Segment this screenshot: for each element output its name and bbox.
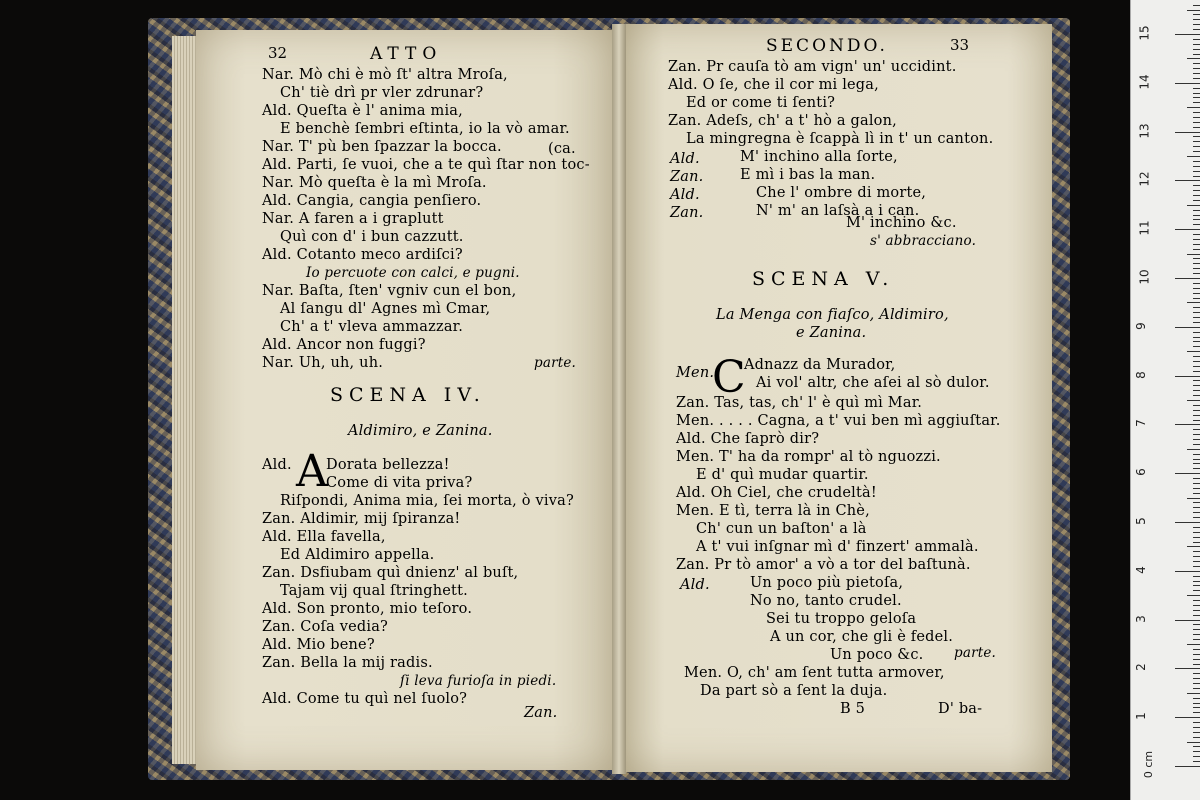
text-line: Zan. Adeſs, ch' a t' hò a galon, (668, 113, 897, 129)
ruler-tick (1193, 346, 1200, 347)
ruler-tick (1193, 537, 1200, 538)
ruler-number: 15 (1137, 25, 1152, 41)
stage-direction: ſi leva furioſa in piedi. (400, 673, 557, 689)
ruler-tick (1193, 395, 1200, 396)
text-line: La mingregna è ſcappà lì in t' un canton. (686, 131, 994, 147)
ruler-tick (1193, 161, 1200, 162)
text-line: Nar. T' pù ben ſpazzar la bocca. (262, 139, 502, 155)
ruler-tick (1193, 224, 1200, 225)
ruler-tick (1193, 244, 1200, 245)
ruler-tick (1193, 761, 1200, 762)
ruler-tick (1193, 493, 1200, 494)
ruler-number: 11 (1137, 220, 1152, 236)
drop-cap: C (712, 352, 746, 403)
ruler-number: 10 (1137, 269, 1152, 285)
ruler-tick (1193, 454, 1200, 455)
ruler-tick (1193, 664, 1200, 665)
ruler-tick (1193, 615, 1200, 616)
text-line: Ald. Ancor non fuggi? (262, 337, 426, 353)
drop-cap: A (296, 446, 328, 497)
ruler-tick (1193, 317, 1200, 318)
left-page-number: 32 (268, 44, 288, 62)
ruler-tick (1193, 703, 1200, 704)
text-line: A un cor, che gli è fedel. (770, 629, 954, 645)
text-line: N' m' an laſsà a i can. (756, 203, 920, 219)
text-line: E d' quì mudar quartir. (696, 467, 869, 483)
ruler-tick (1175, 766, 1200, 767)
ruler-tick (1193, 590, 1200, 591)
speaker-label: Ald. (680, 577, 710, 593)
text-line: A t' vui inſgnar mì d' finzert' ammalà. (696, 539, 979, 555)
ruler-tick (1193, 234, 1200, 235)
ruler-tick (1175, 34, 1200, 35)
ruler-tick (1193, 49, 1200, 50)
text-line: Ald. Ella favella, (262, 529, 386, 545)
ruler-tick (1193, 190, 1200, 191)
ruler-number: 7 (1133, 419, 1148, 428)
scene-characters: e Zanina. (796, 325, 867, 341)
text-line: Ch' tiè drì pr vler zdrunar? (280, 85, 484, 101)
ruler-tick (1193, 312, 1200, 313)
text-line: Zan. Bella la mij radis. (262, 655, 433, 671)
ruler-tick (1193, 176, 1200, 177)
ruler-tick (1193, 332, 1200, 333)
ruler-tick (1193, 122, 1200, 123)
ruler-tick (1193, 507, 1200, 508)
ruler-number: 2 (1133, 663, 1148, 672)
ruler-tick (1193, 654, 1200, 655)
ruler-tick (1193, 478, 1200, 479)
scene-title: SCENA IV. (330, 384, 486, 406)
text-line: Nar. Baſta, ſten' vgniv cun el bon, (262, 283, 517, 299)
ruler-tick (1175, 180, 1200, 181)
text-line: Men. E tì, terra là in Chè, (676, 503, 870, 519)
ruler-tick (1193, 459, 1200, 460)
ruler-number: 3 (1133, 614, 1148, 623)
ruler-tick (1175, 522, 1200, 523)
ruler-tick (1193, 273, 1200, 274)
text-line: M' inchino alla ſorte, (740, 149, 898, 165)
text-line: Ald. Parti, ſe vuoi, che a te quì ſtar non toc- (262, 157, 590, 173)
ruler-tick (1193, 14, 1200, 15)
right-running-head: SECONDO. (766, 36, 888, 56)
ruler-tick (1193, 420, 1200, 421)
ruler-tick (1193, 263, 1200, 264)
text-line: Ch' cun un baſton' a là (696, 521, 867, 537)
ruler-tick (1193, 463, 1200, 464)
ruler-tick (1187, 693, 1200, 694)
ruler-tick (1193, 678, 1200, 679)
ruler-tick (1187, 205, 1200, 206)
ruler-tick (1193, 88, 1200, 89)
stage-direction: s' abbracciano. (870, 233, 977, 249)
catchword: D' ba- (938, 701, 983, 717)
text-line: Come di vita priva? (326, 475, 473, 491)
text-line: Zan. Aldimir, mij ſpiranza! (262, 511, 461, 527)
text-line: Ald. Cangia, cangia penſiero. (262, 193, 482, 209)
ruler-tick (1175, 424, 1200, 425)
text-line: Dorata bellezza! (326, 457, 450, 473)
ruler-tick (1193, 93, 1200, 94)
speaker-label: Zan. (670, 205, 704, 221)
ruler-tick (1193, 585, 1200, 586)
ruler-number: 6 (1133, 468, 1148, 477)
ruler-tick (1193, 698, 1200, 699)
ruler-tick (1193, 429, 1200, 430)
ruler-tick (1193, 439, 1200, 440)
ruler-tick (1193, 102, 1200, 103)
text-line: Ald. Oh Ciel, che crudeltà! (676, 485, 877, 501)
ruler-tick (1187, 107, 1200, 108)
ruler-tick (1193, 371, 1200, 372)
ruler-tick (1193, 146, 1200, 147)
ruler-tick (1193, 561, 1200, 562)
ruler-tick (1187, 58, 1200, 59)
ruler-tick (1193, 361, 1200, 362)
ruler-tick (1193, 610, 1200, 611)
ruler-tick (1193, 63, 1200, 64)
ruler-tick (1193, 127, 1200, 128)
ruler-tick (1193, 673, 1200, 674)
ruler-tick (1175, 132, 1200, 133)
ruler-tick (1193, 73, 1200, 74)
catchword: Zan. (524, 705, 558, 721)
text-line: Ald. Mio bene? (262, 637, 375, 653)
ruler-tick (1193, 488, 1200, 489)
ruler-tick (1193, 68, 1200, 69)
ruler-tick (1193, 707, 1200, 708)
ruler-tick (1193, 54, 1200, 55)
ruler-tick (1193, 732, 1200, 733)
ruler-tick (1175, 473, 1200, 474)
ruler-tick (1193, 5, 1200, 6)
ruler-tick (1193, 566, 1200, 567)
speaker-label: Ald. (670, 151, 700, 167)
ruler-tick (1193, 649, 1200, 650)
ruler-tick (1193, 659, 1200, 660)
ruler-tick (1193, 410, 1200, 411)
ruler-tick (1193, 19, 1200, 20)
ruler-tick (1193, 112, 1200, 113)
ruler-tick (1193, 141, 1200, 142)
ruler-tick (1193, 629, 1200, 630)
text-line: Ed Aldimiro appella. (280, 547, 435, 563)
ruler-number: 9 (1133, 321, 1148, 330)
text-line: Zan. Coſa vedia? (262, 619, 389, 635)
left-running-head: ATTO (370, 44, 443, 64)
text-line: E benchè ſembri eſtinta, io la vò amar. (280, 121, 570, 137)
ruler-tick (1193, 551, 1200, 552)
ruler-tick (1187, 10, 1200, 11)
ruler-tick (1175, 717, 1200, 718)
ruler-tick (1193, 532, 1200, 533)
text-line: Ed or come ti ſenti? (686, 95, 836, 111)
signature-mark: B 5 (840, 701, 866, 717)
ruler-tick (1187, 498, 1200, 499)
ruler-tick (1187, 400, 1200, 401)
ruler-tick (1187, 595, 1200, 596)
ruler-tick (1193, 117, 1200, 118)
text-line: Ai vol' altr, che aſei al sò dulor. (756, 375, 990, 391)
text-line: Men. T' ha da rompr' al tò nguozzi. (676, 449, 941, 465)
ruler-number: 13 (1137, 122, 1152, 139)
ruler-tick (1193, 605, 1200, 606)
text-line: Ald. Che ſaprò dir? (676, 431, 820, 447)
ruler-number: 1 (1133, 712, 1148, 721)
ruler-tick (1193, 337, 1200, 338)
ruler-tick (1175, 278, 1200, 279)
ruler-tick (1193, 634, 1200, 635)
measurement-ruler (1130, 0, 1200, 800)
ruler-tick (1193, 78, 1200, 79)
ruler-tick (1187, 449, 1200, 450)
ruler-number: 8 (1133, 370, 1148, 379)
text-line: Un poco più pietoſa, (750, 575, 904, 591)
text-line: Men. . . . . Cagna, a t' vui ben mì aggiuſtar. (676, 413, 1001, 429)
text-line: Un poco &c. (830, 647, 924, 663)
text-line: Ald. Son pronto, mio teſoro. (262, 601, 473, 617)
ruler-tick (1187, 156, 1200, 157)
ruler-tick (1193, 298, 1200, 299)
ruler-tick (1193, 576, 1200, 577)
ruler-tick (1175, 668, 1200, 669)
ruler-tick (1193, 581, 1200, 582)
speaker-label: Men. (676, 365, 715, 381)
ruler-tick (1187, 644, 1200, 645)
ruler-tick (1187, 302, 1200, 303)
ruler-tick (1187, 351, 1200, 352)
ruler-unit: 0 cm (1142, 750, 1156, 779)
ruler-tick (1193, 483, 1200, 484)
ruler-tick (1193, 444, 1200, 445)
ruler-tick (1175, 571, 1200, 572)
text-line: Nar. Mò queſta è la mì Mroſa. (262, 175, 487, 191)
ruler-tick (1193, 200, 1200, 201)
text-line: Quì con d' i bun cazzutt. (280, 229, 464, 245)
ruler-tick (1193, 639, 1200, 640)
ruler-tick (1193, 288, 1200, 289)
text-line: Adnazz da Murador, (744, 357, 896, 373)
ruler-tick (1193, 600, 1200, 601)
ruler-tick (1193, 356, 1200, 357)
ruler-tick (1193, 415, 1200, 416)
ruler-tick (1193, 29, 1200, 30)
right-page-number: 33 (950, 36, 970, 54)
text-line: Ald. Come tu quì nel ſuolo? (262, 691, 468, 707)
text-line: (ca. (548, 141, 576, 157)
ruler-tick (1175, 83, 1200, 84)
speaker-label: Ald. (670, 187, 700, 203)
ruler-number: 12 (1137, 171, 1152, 188)
ruler-tick (1193, 97, 1200, 98)
book-gutter (612, 24, 626, 774)
ruler-tick (1193, 756, 1200, 757)
ruler-tick (1193, 390, 1200, 391)
ruler-tick (1193, 215, 1200, 216)
ruler-tick (1193, 249, 1200, 250)
ruler-tick (1193, 405, 1200, 406)
text-line: E mì i bas la man. (740, 167, 876, 183)
ruler-tick (1193, 239, 1200, 240)
ruler-tick (1193, 185, 1200, 186)
stage-direction: parte. (954, 645, 997, 661)
ruler-tick (1193, 737, 1200, 738)
ruler-tick (1193, 688, 1200, 689)
ruler-number: 14 (1137, 74, 1152, 90)
ruler-tick (1193, 542, 1200, 543)
ruler-number: 5 (1133, 517, 1148, 525)
text-line: Nar. A faren a i graplutt (262, 211, 444, 227)
ruler-tick (1193, 322, 1200, 323)
ruler-tick (1193, 683, 1200, 684)
ruler-tick (1175, 376, 1200, 377)
ruler-tick (1175, 620, 1200, 621)
ruler-tick (1193, 517, 1200, 518)
ruler-tick (1193, 502, 1200, 503)
ruler-tick (1193, 712, 1200, 713)
ruler-tick (1193, 24, 1200, 25)
stage-direction: parte. (534, 355, 577, 371)
ruler-tick (1193, 166, 1200, 167)
ruler-tick (1193, 624, 1200, 625)
ruler-tick (1193, 151, 1200, 152)
ruler-tick (1193, 136, 1200, 137)
ruler-tick (1193, 219, 1200, 220)
text-line: Ald. Cotanto meco ardiſci? (262, 247, 463, 263)
text-line: Che l' ombre di morte, (756, 185, 927, 201)
text-line: Nar. Uh, uh, uh. (262, 355, 384, 371)
ruler-tick (1193, 258, 1200, 259)
ruler-tick (1193, 195, 1200, 196)
text-line: No no, tanto crudel. (750, 593, 902, 609)
ruler-tick (1193, 468, 1200, 469)
ruler-tick (1193, 385, 1200, 386)
text-line: Sei tu troppo geloſa (766, 611, 917, 627)
text-line: Ald. Queſta è l' anima mia, (262, 103, 463, 119)
ruler-tick (1193, 293, 1200, 294)
text-line: Ald. O ſe, che il cor mi lega, (668, 77, 879, 93)
scene-characters: La Menga con fiaſco, Aldimiro, (716, 307, 949, 323)
stage-direction: Io percuote con calci, e pugni. (306, 265, 520, 281)
ruler-tick (1193, 283, 1200, 284)
text-line: M' inchino &c. (846, 215, 957, 231)
ruler-tick (1187, 254, 1200, 255)
text-line: Zan. Pr tò amor' a vò a tor del baſtunà. (676, 557, 971, 573)
text-line: Riſpondi, Anima mia, ſei morta, ò viva? (280, 493, 574, 509)
speaker-label: Zan. (670, 169, 704, 185)
speaker-label: Ald. (262, 457, 292, 473)
ruler-tick (1193, 366, 1200, 367)
scene-characters: Aldimiro, e Zanina. (348, 423, 493, 439)
ruler-tick (1175, 327, 1200, 328)
ruler-tick (1193, 527, 1200, 528)
ruler-tick (1193, 746, 1200, 747)
text-line: Zan. Tas, tas, ch' l' è quì mì Mar. (676, 395, 923, 411)
ruler-tick (1193, 556, 1200, 557)
ruler-tick (1193, 380, 1200, 381)
ruler-tick (1193, 512, 1200, 513)
ruler-tick (1193, 171, 1200, 172)
text-line: Zan. Dsfiubam quì dnienz' al buſt, (262, 565, 519, 581)
ruler-tick (1193, 44, 1200, 45)
ruler-tick (1193, 434, 1200, 435)
ruler-tick (1193, 722, 1200, 723)
ruler-tick (1193, 39, 1200, 40)
ruler-tick (1193, 210, 1200, 211)
ruler-tick (1193, 341, 1200, 342)
text-line: Tajam vij qual ſtringhett. (280, 583, 468, 599)
text-line: Ch' a t' vleva ammazzar. (280, 319, 464, 335)
ruler-tick (1193, 727, 1200, 728)
text-line: Men. O, ch' am ſent tutta armover, (684, 665, 945, 681)
ruler-tick (1175, 229, 1200, 230)
ruler-tick (1193, 268, 1200, 269)
text-line: Nar. Mò chi è mò ſt' altra Mroſa, (262, 67, 508, 83)
ruler-tick (1187, 546, 1200, 547)
text-line: Da part sò a ſent la duja. (700, 683, 888, 699)
scene-title: SCENA V. (752, 268, 895, 290)
ruler-tick (1193, 751, 1200, 752)
ruler-tick (1193, 307, 1200, 308)
ruler-tick (1187, 742, 1200, 743)
text-line: Zan. Pr cauſa tò am vign' un' uccidint. (668, 59, 957, 75)
text-line: Al ſangu dl' Agnes mì Cmar, (280, 301, 491, 317)
ruler-number: 4 (1133, 565, 1148, 574)
